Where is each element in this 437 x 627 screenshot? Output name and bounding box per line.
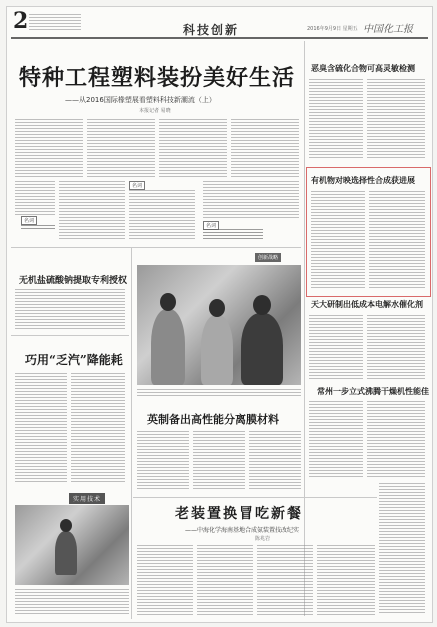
right-story1-col2	[367, 79, 425, 159]
lead-body-col5	[15, 181, 55, 215]
rule-bottom-center	[133, 497, 377, 498]
left-story1-title: 无机盐硫酸钠提取专利授权	[19, 276, 128, 286]
left-story2-title: 巧用“乏汽”降能耗	[25, 353, 123, 367]
bottom-col3	[257, 545, 313, 615]
person-3-head	[253, 295, 271, 315]
center-photo	[137, 265, 301, 385]
factory-photo	[15, 505, 129, 585]
worker-figure	[55, 531, 77, 575]
term-label-c: 名词	[203, 221, 219, 230]
bottom-story-subhead: ——中海化学海南基地合成氨装置技改纪实	[185, 527, 300, 534]
right-story1-col1	[309, 79, 363, 159]
right-story4-title: 常州一步立式沸腾干燥机性能佳	[317, 386, 429, 396]
worker-head	[60, 519, 72, 532]
right-story3-title: 天大研制出低成本电解水催化剂	[311, 299, 423, 309]
column-divider-right	[304, 41, 305, 616]
right-story4-col1	[309, 401, 363, 479]
section-title: 科技创新	[183, 23, 240, 37]
right-story2-title: 有机物对映选择性合成获进展	[311, 175, 415, 185]
bottom-col1	[137, 545, 193, 615]
left-bottom-text	[15, 589, 129, 615]
newspaper-page	[6, 6, 433, 623]
lead-body-col2	[87, 119, 155, 177]
lead-body-col4	[231, 119, 299, 177]
bottom-col4	[317, 545, 375, 615]
lead-body-col1	[15, 119, 83, 177]
membrane-title: 英制备出高性能分离膜材料	[147, 413, 279, 426]
bottom-story-title: 老装置换冒吃新餐	[175, 506, 303, 522]
membrane-col3	[249, 431, 301, 489]
right-story1-title: 恶臭含硫化合物可高灵敏检测	[311, 63, 415, 73]
left-story2-col2	[71, 373, 125, 483]
left-story2-col1	[15, 373, 67, 483]
right-story3-col2	[367, 315, 425, 381]
membrane-col1	[137, 431, 189, 489]
right-story4-col2	[367, 401, 425, 479]
person-2	[201, 315, 233, 385]
innovation-tag: 创新战略	[255, 253, 281, 262]
term-c-text	[203, 229, 263, 239]
lead-body-col7	[129, 190, 195, 240]
term-label-b: 名词	[129, 181, 145, 190]
column-divider-left	[131, 247, 132, 619]
person-1-head	[160, 293, 176, 311]
right-bottom-col	[379, 483, 425, 613]
lead-byline: 本报记者 易晓	[139, 108, 171, 114]
right-story3-col1	[309, 315, 363, 381]
practical-tech-tag: 实用技术	[69, 493, 105, 504]
person-1	[151, 309, 185, 385]
person-2-head	[209, 299, 225, 317]
page-number: 2	[13, 8, 29, 34]
term-a-text	[21, 225, 55, 231]
term-label-a: 名词	[21, 216, 37, 225]
left-story1-body	[15, 289, 125, 329]
rule-mid-left	[11, 247, 301, 248]
header-rule	[11, 37, 428, 39]
rule-left-1	[11, 335, 129, 336]
lead-body-col8	[203, 181, 299, 219]
bottom-story-byline: 陈兆岩	[255, 536, 271, 542]
lead-body-col6	[59, 181, 125, 239]
header-small-text	[29, 14, 81, 30]
lead-subhead: ——从2016国际橡塑展看塑料科技新潮流（上）	[65, 96, 216, 104]
masthead-logo: 中国化工报	[363, 24, 413, 35]
bottom-col2	[197, 545, 253, 615]
photo-caption	[137, 389, 301, 397]
right-story2-col1	[311, 191, 365, 289]
person-3	[241, 313, 283, 385]
lead-headline: 特种工程塑料装扮美好生活	[19, 65, 296, 91]
right-story2-col2	[369, 191, 425, 289]
membrane-col2	[193, 431, 245, 489]
issue-date: 2016年9月9日 星期五	[307, 26, 358, 32]
lead-body-col3	[159, 119, 227, 177]
